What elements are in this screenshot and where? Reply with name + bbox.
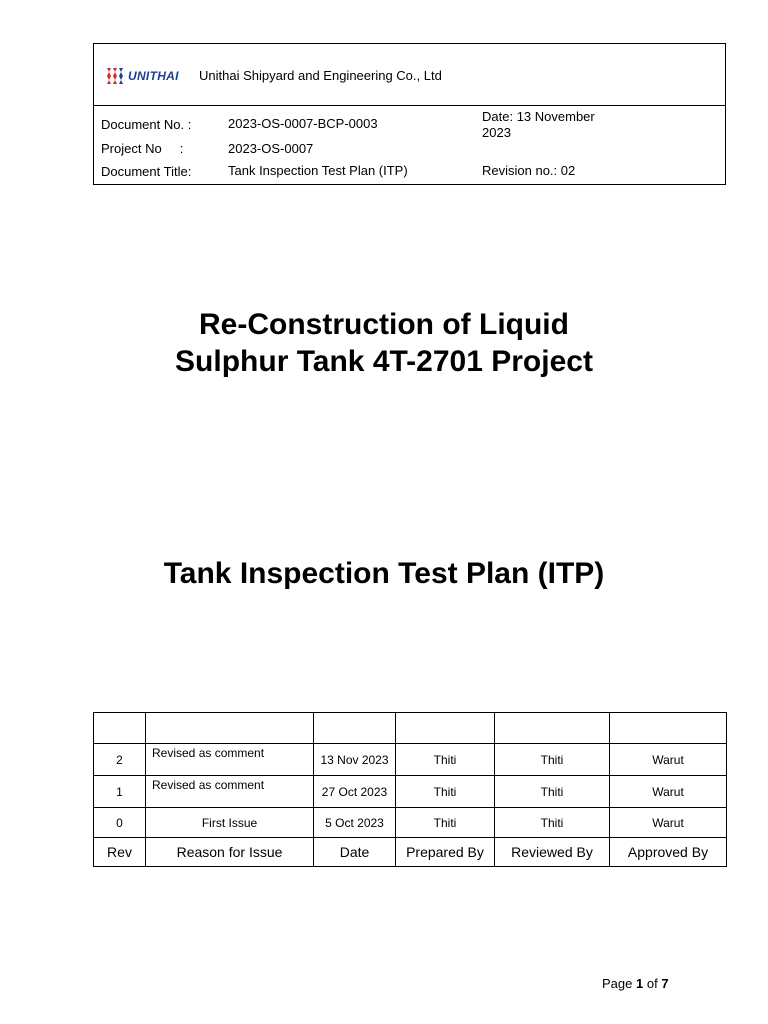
date-label: Date: — [482, 109, 514, 124]
date-value-line1: 13 November — [516, 109, 595, 124]
revision-label: Revision no.: — [482, 163, 558, 178]
reason-cell: First Issue — [146, 808, 314, 838]
project-no-label: Project No : — [101, 141, 184, 156]
rev-cell: 1 — [94, 776, 146, 808]
doc-no-value: 2023-OS-0007-BCP-0003 — [228, 116, 378, 131]
rev-cell: 2 — [94, 744, 146, 776]
page-total: 7 — [661, 976, 669, 991]
reviewed-cell: Thiti — [495, 744, 610, 776]
page-of-label: of — [646, 976, 658, 991]
table-row — [94, 776, 727, 808]
header-reviewed: Reviewed By — [495, 838, 610, 867]
approved-cell: Warut — [610, 776, 727, 808]
prepared-cell: Thiti — [396, 744, 495, 776]
header-reason: Reason for Issue — [146, 838, 314, 867]
header-prepared: Prepared By — [396, 838, 495, 867]
date-cell: 27 Oct 2023 — [314, 776, 396, 808]
page-current: 1 — [636, 976, 644, 991]
approved-cell: Warut — [610, 744, 727, 776]
revision-table — [93, 712, 727, 867]
date-cell: 5 Oct 2023 — [314, 808, 396, 838]
date-field — [482, 109, 595, 124]
document-subtitle: Tank Inspection Test Plan (ITP) — [163, 557, 605, 590]
prepared-cell: Thiti — [396, 776, 495, 808]
project-no-value: 2023-OS-0007 — [228, 141, 314, 156]
doc-title-value: Tank Inspection Test Plan (ITP) — [228, 163, 408, 178]
reason-cell: Revised as comment — [146, 776, 314, 808]
date-cell: 13 Nov 2023 — [314, 744, 396, 776]
project-title-line2: Sulphur Tank 4T-2701 Project — [175, 345, 593, 378]
logo-wordmark: UNITHAI — [128, 69, 179, 83]
rev-cell: 0 — [94, 808, 146, 838]
revision-value: 02 — [560, 163, 576, 178]
reviewed-cell: Thiti — [495, 808, 610, 838]
header-rev: Rev — [94, 838, 146, 867]
reason-cell: Revised as comment — [146, 744, 314, 776]
doc-title-label: Document Title: — [101, 164, 192, 179]
table-row — [94, 744, 727, 776]
table-row — [94, 808, 727, 838]
reviewed-cell: Thiti — [495, 776, 610, 808]
header-date: Date — [314, 838, 396, 867]
date-value-line2: 2023 — [482, 125, 511, 140]
page-number — [602, 976, 669, 991]
project-title-line1: Re-Construction of Liquid — [199, 308, 569, 341]
prepared-cell: Thiti — [396, 808, 495, 838]
company-logo — [104, 66, 179, 86]
document-header — [93, 43, 726, 185]
header-approved: Approved By — [610, 838, 727, 867]
company-name: Unithai Shipyard and Engineering Co., Ltd — [199, 68, 442, 83]
table-row-blank — [94, 713, 727, 744]
approved-cell: Warut — [610, 808, 727, 838]
header-company-row — [94, 44, 725, 106]
doc-no-label: Document No. : — [101, 117, 192, 132]
revision-field — [482, 163, 575, 178]
unithai-logo-icon — [104, 67, 126, 85]
table-header-row — [94, 838, 727, 867]
page-label: Page — [602, 976, 633, 991]
